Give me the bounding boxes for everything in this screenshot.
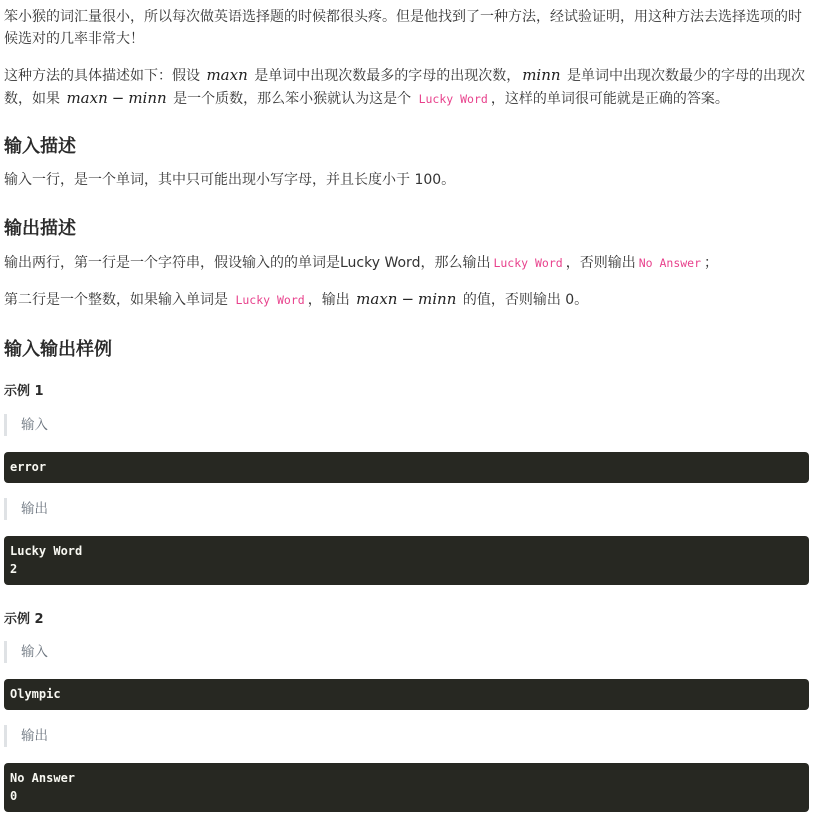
math-maxn: maxn xyxy=(206,66,248,84)
sample-input-code-block xyxy=(4,679,809,710)
math-minn: minn xyxy=(522,66,561,84)
text-segment: 是单词中出现次数最少的字母的出现次数，如果 xyxy=(4,68,805,107)
sample-output-code-block xyxy=(4,536,809,585)
sample-output-code-block xyxy=(4,763,809,812)
code-line: 2 xyxy=(10,562,18,576)
inline-code-lucky-word: Lucky Word xyxy=(418,92,488,106)
input-label-blockquote: 输入 xyxy=(4,641,812,663)
input-label-blockquote: 输入 xyxy=(4,414,812,436)
output-label-blockquote: 输出 xyxy=(4,725,812,747)
code-line: Lucky Word xyxy=(10,544,83,558)
inline-code-lucky-word: Lucky Word xyxy=(493,256,563,270)
math-maxn-minus-minn: maxn − minn xyxy=(66,89,167,107)
text-segment: ，这样的单词很可能就是正确的答案。 xyxy=(490,91,729,107)
code-line: error xyxy=(10,460,47,474)
code-line: 0 xyxy=(10,789,18,803)
inline-code-lucky-word: Lucky Word xyxy=(235,293,305,307)
inline-code-no-answer: No Answer xyxy=(638,256,702,270)
output-description-line-2: 第二行是一个整数，如果输入单词是 Lucky Word ，输出 maxn − minn 的值，否则输出 0。 xyxy=(4,290,589,308)
example-title: 示例 2 xyxy=(4,612,44,627)
code-line: Olympic xyxy=(10,687,61,701)
section-title-input: 输入描述 xyxy=(4,136,76,157)
intro-paragraph-1: 笨小猴的词汇量很小，所以每次做英语选择题的时候都很头疼。但是他找到了一种方法，经试验证明，用这种方法去选择选项的时候选对的几率非常大！ xyxy=(4,9,802,47)
section-title-samples: 输入输出样例 xyxy=(4,339,112,360)
input-description: 输入一行，是一个单词，其中只可能出现小写字母，并且长度小于 100。 xyxy=(4,172,456,188)
section-title-output: 输出描述 xyxy=(4,218,76,239)
intro-paragraph-2 xyxy=(4,64,809,110)
text-segment: 是一个质数，那么笨小猴就认为这是个 xyxy=(168,91,416,107)
output-description-line-1: 输出两行，第一行是一个字符串，假设输入的的单词是Lucky Word，那么输出 Lucky Word ，否则输出 No Answer ； xyxy=(4,255,719,271)
sample-input-code-block xyxy=(4,452,809,483)
math-maxn-minus-minn: maxn − minn xyxy=(356,290,457,308)
text-segment: 是单词中出现次数最多的字母的出现次数， xyxy=(249,68,521,84)
output-label-blockquote: 输出 xyxy=(4,498,812,520)
code-line: No Answer xyxy=(10,771,76,785)
example-title: 示例 1 xyxy=(4,384,44,399)
text-segment: 这种方法的具体描述如下：假设 xyxy=(4,68,205,84)
